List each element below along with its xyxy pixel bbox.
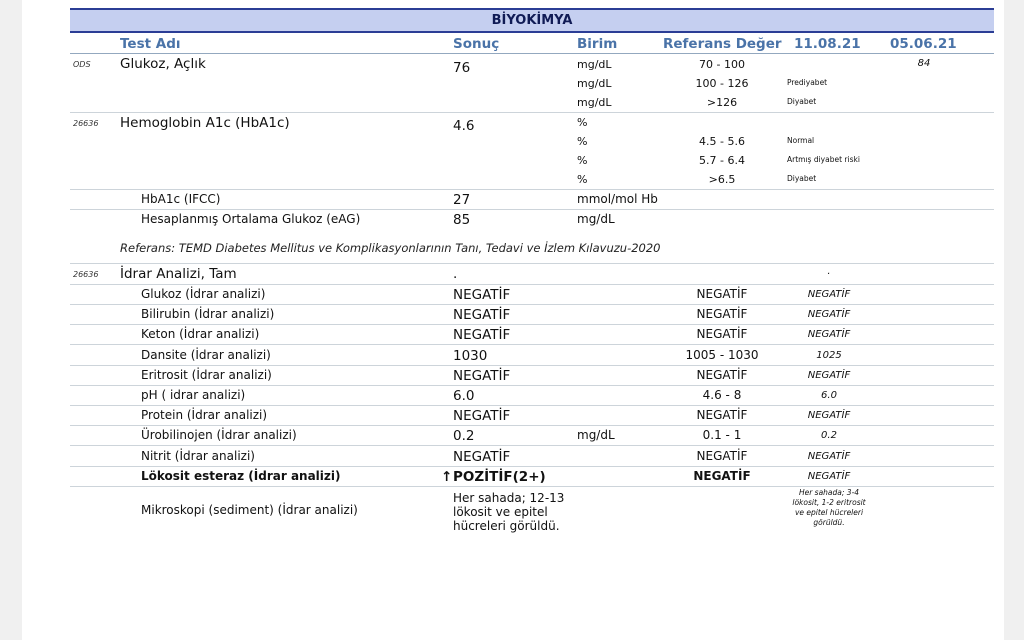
previous-result: NEGATİF [807, 470, 851, 482]
reference-range: NEGATİF [696, 307, 748, 322]
urinalysis-result: NEGATİF [453, 408, 511, 425]
row-divider [70, 324, 994, 325]
test-name-hba1c-ifcc: HbA1c (IFCC) [141, 192, 221, 206]
row-divider [70, 405, 994, 406]
reference-note: Diyabet [787, 174, 817, 183]
right-margin [1004, 0, 1024, 640]
urinalysis-result: NEGATİF [453, 287, 511, 303]
urinalysis-test-name: Protein (İdrar analizi) [141, 408, 268, 423]
urinalysis-result: NEGATİF [453, 307, 511, 324]
reference-range: 5.7 - 6.4 [699, 154, 745, 167]
result-hba1c-ifcc: 27 [453, 192, 471, 208]
reference-range: >126 [706, 96, 738, 109]
row-divider [70, 385, 994, 386]
reference-range: >6.5 [708, 173, 736, 186]
result-hba1c: 4.6 [453, 118, 475, 134]
row-divider [70, 189, 994, 190]
urinalysis-test-name: Lökosit esteraz (İdrar analizi) [141, 468, 341, 483]
header-divider [70, 53, 994, 54]
row-divider [70, 263, 994, 264]
reference-range: NEGATİF [693, 468, 751, 483]
urinalysis-result: 1030 [453, 347, 488, 364]
urinalysis-result: POZİTİF(2+) [453, 468, 546, 485]
row-divider [70, 486, 994, 487]
row-divider [70, 112, 994, 113]
urinalysis-test-name: Nitrit (İdrar analizi) [141, 448, 255, 463]
unit: mg/dL [577, 58, 612, 71]
reference-range: 0.1 - 1 [702, 428, 742, 443]
previous-result: 0.2 [821, 430, 837, 442]
urinalysis-test-name: Glukoz (İdrar analizi) [141, 287, 266, 301]
row-divider [70, 425, 994, 426]
row-divider [70, 284, 994, 285]
row-divider [70, 304, 994, 305]
row-divider [70, 344, 994, 345]
unit: mg/dL [577, 77, 612, 90]
reference-range: NEGATİF [696, 327, 748, 342]
header-test-name: Test Adı [120, 36, 181, 52]
test-name-glucose: Glukoz, Açlık [120, 56, 206, 72]
report-page [22, 0, 1004, 640]
reference-range: 4.6 - 8 [702, 388, 742, 402]
reference-note: Diyabet [787, 97, 817, 106]
test-name-microscopy: Mikroskopi (sediment) (İdrar analizi) [141, 503, 358, 517]
abnormal-flag-icon: ↑ [441, 468, 453, 485]
unit: % [577, 135, 588, 148]
reference-range: 70 - 100 [699, 58, 745, 71]
previous-result: NEGATİF [807, 450, 851, 462]
result-microscopy: Her sahada; 12-13 lökosit ve epitel hücreleri görüldü. [453, 491, 565, 533]
previous-result: 6.0 [821, 390, 837, 401]
reference-note: Prediyabet [787, 78, 828, 87]
urinalysis-test-name: Keton (İdrar analizi) [141, 327, 260, 342]
unit: % [577, 173, 588, 186]
unit: % [577, 154, 588, 167]
reference-citation: Referans: TEMD Diabetes Mellitus ve Komplikasyonlarının Tanı, Tedavi ve İzlem Kılavuzu-2020 [120, 241, 661, 255]
row-divider [70, 466, 994, 467]
urinalysis-result: 0.2 [453, 428, 475, 445]
urinalysis-test-name: Dansite (İdrar analizi) [141, 347, 271, 362]
row-divider [70, 209, 994, 210]
header-date-previous: 05.06.21 [890, 36, 957, 52]
unit: % [577, 116, 588, 129]
test-name-eag: Hesaplanmış Ortalama Glukoz (eAG) [141, 212, 361, 226]
previous-result: 1025 [816, 349, 842, 361]
result-glucose: 76 [453, 60, 471, 76]
urinalysis-test-name: Eritrosit (İdrar analizi) [141, 367, 272, 382]
urinalysis-result: 6.0 [453, 388, 475, 404]
previous-result-glucose: 84 [917, 58, 931, 69]
left-margin [0, 0, 22, 640]
header-date-current: 11.08.21 [794, 36, 861, 52]
urinalysis-result: NEGATİF [453, 448, 511, 465]
header-unit: Birim [577, 36, 618, 52]
reference-note: Artmış diyabet riski [787, 155, 860, 164]
urinalysis-test-name: Bilirubin (İdrar analizi) [141, 307, 275, 322]
test-code: ODS [73, 60, 91, 69]
reference-range: 100 - 126 [695, 77, 749, 90]
test-name-hba1c: Hemoglobin A1c (HbA1c) [120, 115, 290, 131]
previous-result: NEGATİF [807, 410, 851, 422]
urinalysis-result: NEGATİF [453, 367, 511, 384]
result-urinalysis: . [453, 266, 458, 282]
test-code: 26636 [73, 119, 99, 128]
reference-range: 4.5 - 5.6 [699, 135, 745, 148]
header-result: Sonuç [453, 36, 500, 52]
previous-result: NEGATİF [807, 309, 851, 321]
unit: mg/dL [577, 212, 615, 226]
row-divider [70, 365, 994, 366]
urinalysis-test-name: Ürobilinojen (İdrar analizi) [141, 428, 297, 443]
reference-range: NEGATİF [696, 287, 748, 301]
previous-result: NEGATİF [807, 329, 851, 341]
reference-note: Normal [787, 136, 815, 145]
test-code: 26636 [73, 270, 99, 279]
reference-range: 1005 - 1030 [685, 347, 759, 362]
previous-result: NEGATİF [807, 289, 851, 300]
urinalysis-test-name: pH ( idrar analizi) [141, 388, 246, 402]
previous-result: NEGATİF [807, 369, 851, 381]
section-title: BİYOKİMYA [70, 8, 994, 33]
header-reference: Referans Değer [663, 36, 782, 52]
reference-range: NEGATİF [696, 448, 748, 463]
reference-range: NEGATİF [696, 367, 748, 382]
previous-result-microscopy: Her sahada; 3-4 lökosit, 1-2 eritrosit ve epitel hücreleri görüldü. [792, 488, 866, 527]
row-divider [70, 445, 994, 446]
unit: mg/dL [577, 428, 615, 443]
urinalysis-result: NEGATİF [453, 327, 511, 344]
previous-result-urinalysis: . [827, 266, 831, 277]
reference-range: NEGATİF [696, 408, 748, 423]
test-name-urinalysis: İdrar Analizi, Tam [120, 266, 237, 282]
unit: mmol/mol Hb [577, 192, 658, 206]
unit: mg/dL [577, 96, 612, 109]
result-eag: 85 [453, 212, 471, 228]
